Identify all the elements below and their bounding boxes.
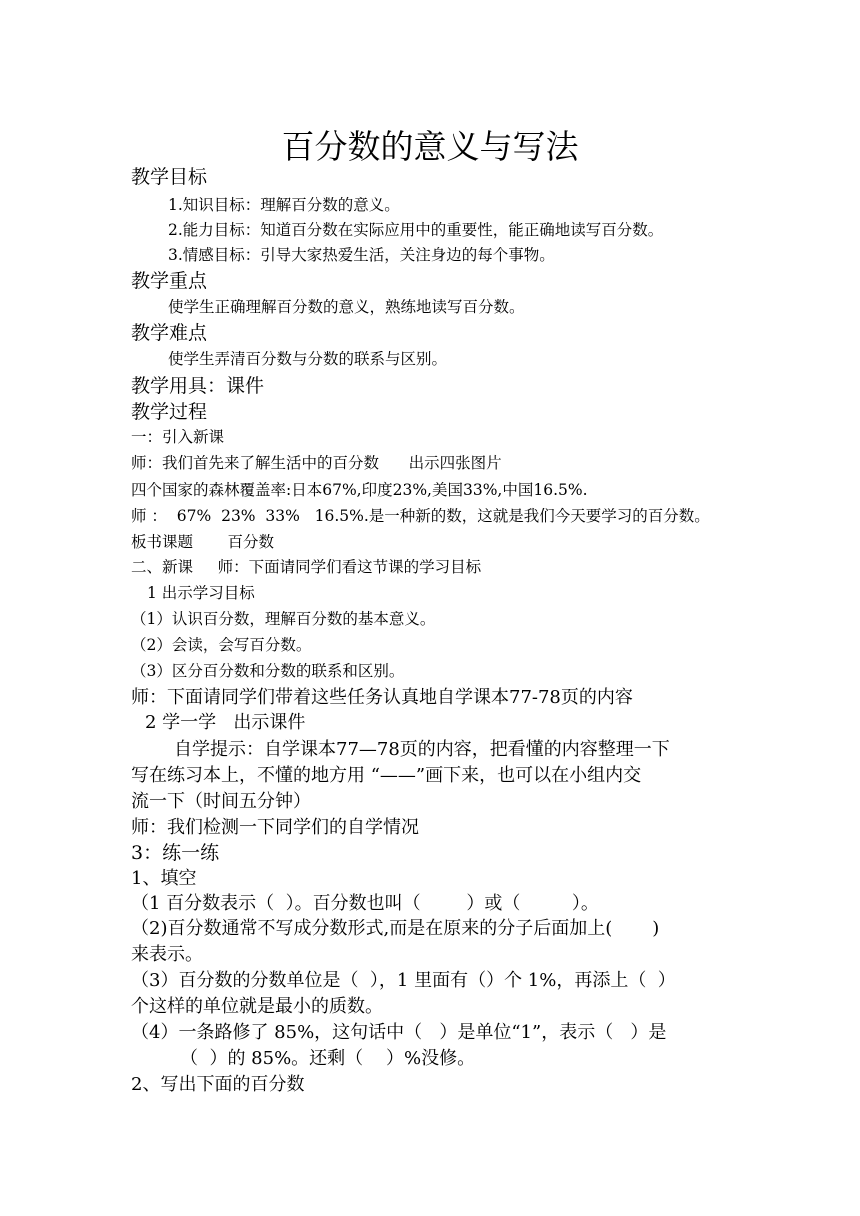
objective-item: 3.情感目标：引导大家热爱生活，关注身边的每个事物。 (168, 246, 555, 264)
goal-item: （1）认识百分数，理解百分数的基本意义。 (131, 610, 436, 628)
intro-title: 一：引入新课 (131, 428, 225, 446)
self-study-line: 师：下面请同学们带着这些任务认真地自学课本77-78页的内容 (131, 687, 633, 708)
exercise-line: （4）一条路修了 85%，这句话中（ ）是单位“1”，表示（ ）是 (131, 1022, 667, 1043)
new-lesson-title: 二、新课 师：下面请同学们看这节课的学习目标 (131, 558, 482, 576)
self-study-line: 2 学一学 出示课件 (145, 712, 306, 733)
exercise-line: （ ）的 85%。还剩（ ）%没修。 (180, 1048, 476, 1069)
fill-title: 1、填空 (131, 868, 197, 889)
goals-title: 1 出示学习目标 (147, 584, 255, 602)
exercise-line: （3）百分数的分数单位是（ ），1 里面有（）个 1%，再添上（ ） (131, 970, 676, 991)
self-study-line: 写在练习本上，不懂的地方用 “——”画下来，也可以在小组内交 (131, 765, 642, 786)
intro-line: 板书课题 百分数 (131, 533, 274, 551)
exercise-line: 个这样的单位就是最小的质数。 (131, 996, 383, 1017)
tools-line: 教学用具：课件 (131, 375, 265, 397)
goal-item: （3）区分百分数和分数的联系和区别。 (131, 662, 405, 680)
exercise-line: （1 百分数表示（ ）。百分数也叫（ ）或（ ）。 (131, 893, 599, 914)
intro-line: 师：我们首先来了解生活中的百分数 出示四张图片 (131, 454, 502, 472)
page-title: 百分数的意义与写法 (281, 127, 579, 166)
objectives-heading: 教学目标 (131, 166, 208, 188)
goal-item: （2）会读，会写百分数。 (131, 636, 312, 654)
intro-line: 师 ： 67% 23% 33% 16.5%.是一种新的数，这就是我们今天要学习的百分数。 (131, 507, 710, 525)
self-study-line: 流一下（时间五分钟） (131, 791, 311, 812)
difficulties-heading: 教学难点 (131, 322, 208, 344)
objective-item: 2.能力目标：知道百分数在实际应用中的重要性，能正确地读写百分数。 (168, 221, 664, 239)
key-points-heading: 教学重点 (131, 270, 208, 292)
objective-item: 1.知识目标：理解百分数的意义。 (168, 196, 400, 214)
exercise-line: 来表示。 (131, 944, 203, 965)
write-title: 2、写出下面的百分数 (131, 1074, 305, 1095)
self-study-line: 自学提示：自学课本77—78页的内容，把看懂的内容整理一下 (174, 739, 670, 760)
self-study-line: 师：我们检测一下同学们的自学情况 (131, 817, 419, 838)
exercise-line: （2)百分数通常不写成分数形式,而是在原来的分子后面加上( ) (131, 918, 660, 939)
key-points-text: 使学生正确理解百分数的意义，熟练地读写百分数。 (168, 298, 525, 316)
practice-heading: 3：练一练 (131, 842, 220, 864)
process-heading: 教学过程 (131, 401, 208, 423)
intro-line: 四个国家的森林覆盖率:日本67%,印度23%,美国33%,中国16.5%. (131, 481, 588, 499)
difficulties-text: 使学生弄清百分数与分数的联系与区别。 (168, 350, 448, 368)
